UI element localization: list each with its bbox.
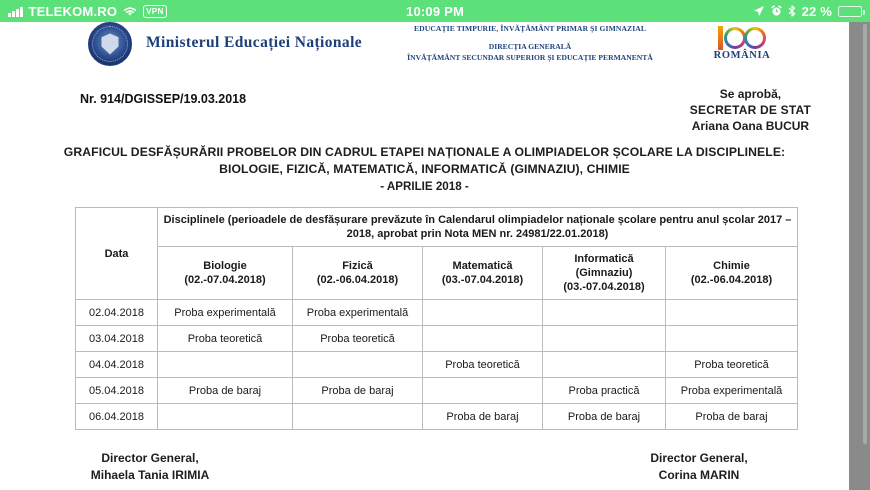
approval-line-3: Ariana Oana BUCUR [691,119,810,133]
registration-number: Nr. 914/DGISSEP/19.03.2018 [80,92,247,106]
signature-footer [0,450,849,490]
schedule-table-body [76,300,798,430]
col-period: (02.-07.04.2018) [184,274,266,286]
table-row [76,352,798,378]
signature-left [40,450,260,484]
cell-date: 02.04.2018 [76,300,158,326]
battery-icon [838,6,862,17]
status-bar [0,0,870,22]
cell-informatica: Proba de baraj [543,404,666,430]
approval-line-2: SECRETAR DE STAT [689,103,811,117]
col-name-line1: Informatică [574,253,634,265]
signature-left-role: Director General, [101,451,199,465]
col-period: (02.-06.04.2018) [316,274,399,286]
title-line-2: BIOLOGIE, FIZICĂ, MATEMATICĂ, INFORMATICĂ (GIMNAZIU), CHIMIE [219,162,630,176]
cell-chimie: Proba de baraj [666,404,798,430]
document-title [0,144,849,193]
battery-percent-label: 22 % [801,3,832,19]
cell-biologie: Proba teoretică [158,326,293,352]
status-bar-left [0,4,406,19]
status-bar-right [464,4,870,19]
cell-chimie [666,326,798,352]
table-row [76,378,798,404]
col-name: Chimie [713,260,750,272]
registration-approval-row [0,84,849,142]
cell-informatica: Proba practică [543,378,666,404]
scrollbar-thumb[interactable] [863,24,867,444]
cell-matematica [423,378,543,404]
cell-informatica [543,326,666,352]
ministry-seal-icon [88,22,132,66]
cell-matematica: Proba de baraj [423,404,543,430]
department-line-2: DIRECȚIA GENERALĂ [488,42,572,51]
table-row [76,300,798,326]
cell-informatica [543,352,666,378]
col-name-line2: (Gimnaziu) [575,267,633,279]
schedule-table-wrapper [0,193,849,430]
header-col-informatica [543,247,666,300]
bluetooth-icon [788,5,796,17]
title-line-3: - APRILIE 2018 - [380,180,469,193]
approval-line-1: Se aprobă, [719,87,782,101]
cell-date: 06.04.2018 [76,404,158,430]
approval-block [690,86,811,134]
cell-chimie: Proba experimentală [666,378,798,404]
cell-chimie: Proba teoretică [666,352,798,378]
title-line-1: GRAFICUL DESFĂȘURĂRII PROBELOR DIN CADRUL ETAPEI NAȚIONALE A OLIMPIADELOR ȘCOLARE LA DISCIPLINELE: [63,145,786,159]
table-header-row-2 [76,247,798,300]
department-line-3: ÎNVĂȚĂMÂNT SECUNDAR SUPERIOR ȘI EDUCAȚIE PERMANENTĂ [407,53,653,62]
cell-date: 04.04.2018 [76,352,158,378]
cell-fizica [293,352,423,378]
cell-matematica [423,300,543,326]
vpn-badge-icon: VPN [143,5,166,18]
col-name: Fizică [342,260,373,272]
cell-fizica [293,404,423,430]
cell-fizica: Proba experimentală [293,300,423,326]
col-period: (03.-07.04.2018) [563,281,645,293]
table-row [76,404,798,430]
table-header-row-1 [76,208,798,247]
signature-left-name: Mihaela Tania IRIMIA [90,468,210,482]
signal-bars-icon [8,6,23,17]
cell-biologie [158,404,293,430]
col-name: Biologie [203,260,247,272]
col-period: (03.-07.04.2018) [441,274,524,286]
cell-fizica: Proba de baraj [293,378,423,404]
status-bar-center [406,4,464,19]
letterhead [0,22,849,84]
cell-biologie: Proba experimentală [158,300,293,326]
cell-fizica: Proba teoretică [293,326,423,352]
signature-right [589,450,809,484]
centenary-logo [700,24,784,61]
cell-matematica [423,326,543,352]
cell-chimie [666,300,798,326]
header-col-chimie [666,247,798,300]
vertical-scrollbar[interactable] [849,22,870,490]
department-line-1: EDUCAȚIE TIMPURIE, ÎNVĂȚĂMÂNT PRIMAR ȘI GIMNAZIAL [413,24,647,33]
col-name: Matematică [452,260,513,272]
wifi-icon [123,6,137,17]
document-page[interactable] [0,22,849,490]
col-period: (02.-06.04.2018) [690,274,773,286]
header-col-matematica [423,247,543,300]
cell-date: 05.04.2018 [76,378,158,404]
header-col-fizica [293,247,423,300]
cell-biologie: Proba de baraj [158,378,293,404]
header-col-biologie [158,247,293,300]
centenary-mark-icon [700,24,784,52]
header-disciplines: Disciplinele (perioadele de desfășurare prevăzute în Calendarul olimpiadelor naționale școlare pentru anul școlar 2017 – 2018, aprobat prin Nota MEN nr. 24981/22.01.2018) [158,208,798,247]
signature-right-role: Director General, [650,451,748,465]
cell-matematica: Proba teoretică [423,352,543,378]
signature-right-name: Corina MARIN [658,468,740,482]
schedule-table [75,207,798,430]
clock-label: 10:09 PM [406,3,464,19]
alarm-clock-icon [771,5,782,17]
header-date: Data [76,208,158,300]
carrier-label: TELEKOM.RO [28,3,118,19]
table-row [76,326,798,352]
centenary-label: ROMÂNIA [713,50,771,61]
cell-informatica [543,300,666,326]
ministry-name: Ministerul Educației Naționale [146,34,363,51]
cell-biologie [158,352,293,378]
department-header [380,24,680,62]
cell-date: 03.04.2018 [76,326,158,352]
location-arrow-icon [753,5,765,17]
